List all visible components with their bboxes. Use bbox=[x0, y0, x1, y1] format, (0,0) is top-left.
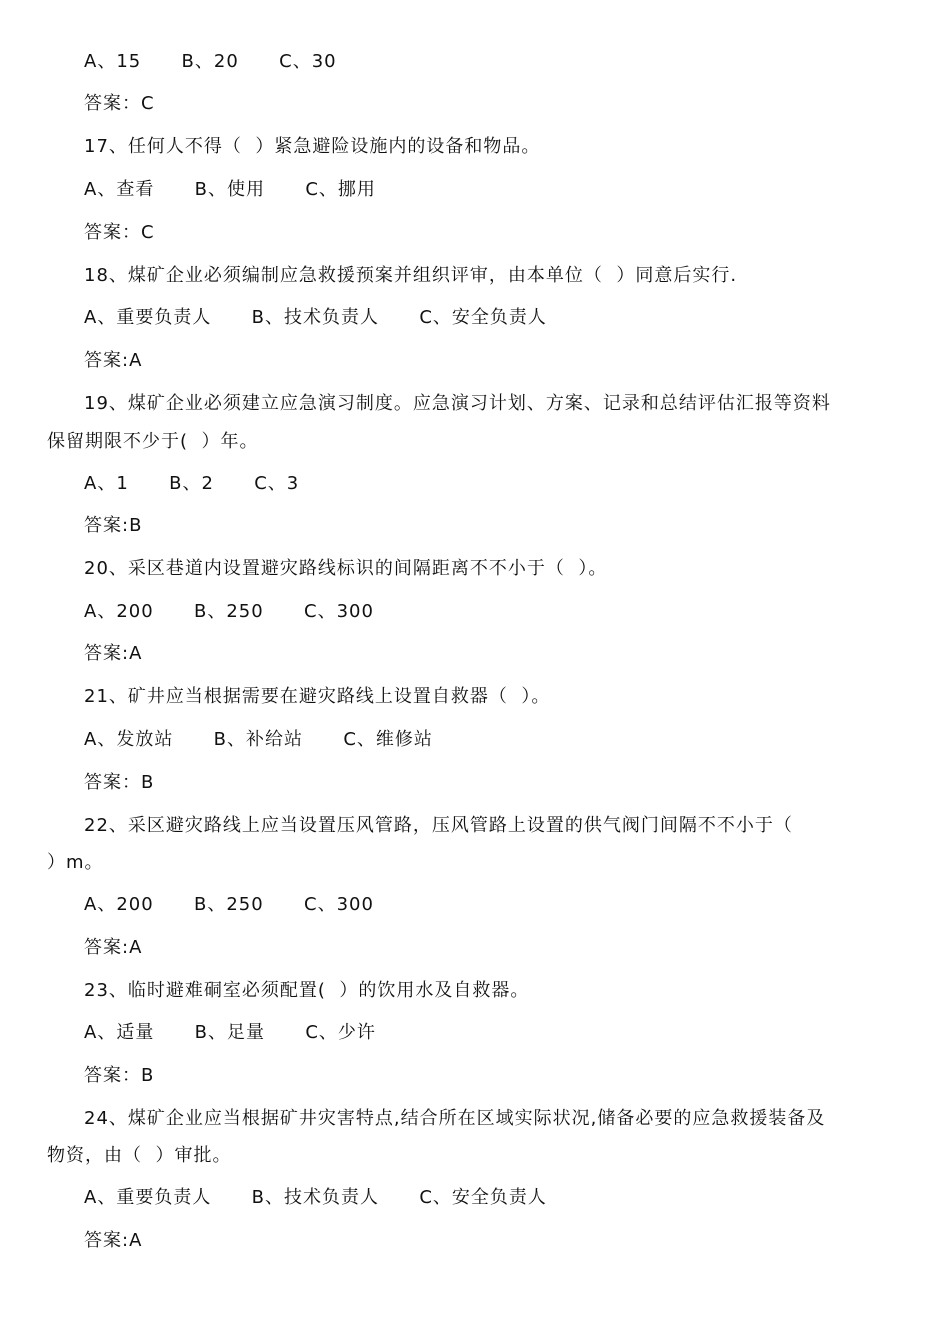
q19-question-line2: 保留期限不少于( ）年。 bbox=[47, 431, 259, 452]
q16-options: A、15 B、20 C、30 bbox=[84, 51, 337, 72]
q22-question-line2: ）m。 bbox=[47, 852, 104, 873]
q21-answer: 答案：B bbox=[84, 772, 155, 793]
q22-question-line1: 22、采区避灾路线上应当设置压风管路，压风管路上设置的供气阀门间隔不不小于（ bbox=[84, 815, 793, 836]
q23-question: 23、临时避难硐室必须配置( ）的饮用水及自救器。 bbox=[84, 980, 530, 1001]
q24-options: A、重要负责人 B、技术负责人 C、安全负责人 bbox=[84, 1187, 547, 1208]
q23-answer: 答案：B bbox=[84, 1065, 155, 1086]
q20-answer: 答案:A bbox=[84, 643, 143, 664]
q19-answer: 答案:B bbox=[84, 515, 143, 536]
q20-options: A、200 B、250 C、300 bbox=[84, 601, 374, 622]
q18-question: 18、煤矿企业必须编制应急救援预案并组织评审，由本单位（ ）同意后实行. bbox=[84, 265, 738, 286]
q18-answer: 答案:A bbox=[84, 350, 143, 371]
q19-question-line1: 19、煤矿企业必须建立应急演习制度。应急演习计划、方案、记录和总结评估汇报等资料 bbox=[84, 393, 831, 414]
q22-options: A、200 B、250 C、300 bbox=[84, 894, 374, 915]
q21-options: A、发放站 B、补给站 C、维修站 bbox=[84, 729, 433, 750]
q23-options: A、适量 B、足量 C、少许 bbox=[84, 1022, 376, 1043]
q18-options: A、重要负责人 B、技术负责人 C、安全负责人 bbox=[84, 307, 547, 328]
q24-question-line2: 物资，由（ ）审批。 bbox=[47, 1145, 232, 1166]
q24-question-line1: 24、煤矿企业应当根据矿井灾害特点,结合所在区域实际状况,储备必要的应急救援装备及 bbox=[84, 1108, 826, 1129]
q17-options: A、查看 B、使用 C、挪用 bbox=[84, 179, 376, 200]
q20-question: 20、采区巷道内设置避灾路线标识的间隔距离不不小于（ ）。 bbox=[84, 558, 608, 579]
q21-question: 21、矿井应当根据需要在避灾路线上设置自救器（ ）。 bbox=[84, 686, 551, 707]
q19-options: A、1 B、2 C、3 bbox=[84, 473, 300, 494]
q16-answer: 答案：C bbox=[84, 93, 155, 114]
q24-answer: 答案:A bbox=[84, 1230, 143, 1251]
q17-question: 17、任何人不得（ ）紧急避险设施内的设备和物品。 bbox=[84, 136, 541, 157]
q17-answer: 答案：C bbox=[84, 222, 155, 243]
q22-answer: 答案:A bbox=[84, 937, 143, 958]
